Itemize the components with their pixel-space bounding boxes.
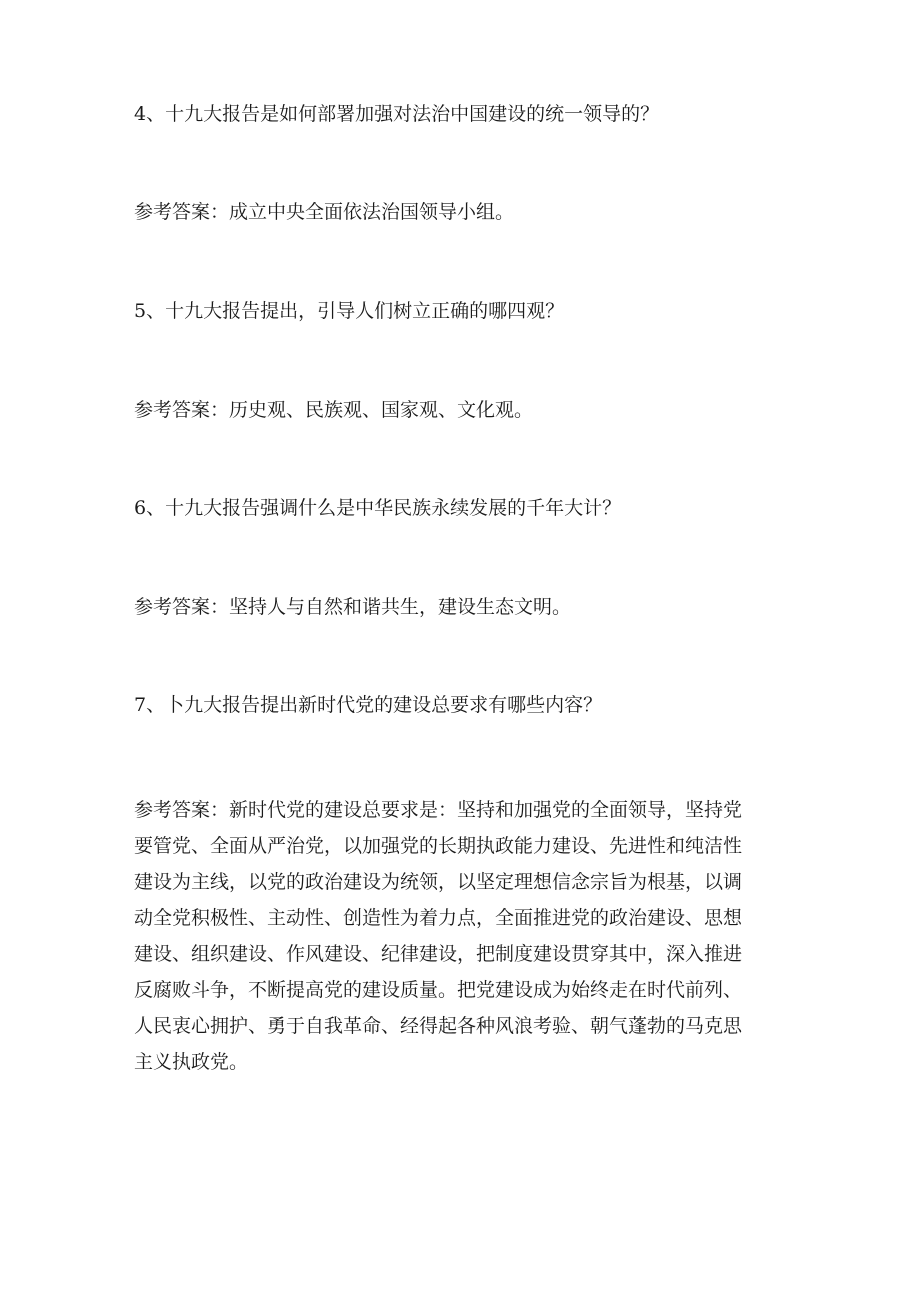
question-6: 6、十九大报告强调什么是中华民族永续发展的千年大计？ (134, 497, 622, 519)
answer-7-line: 主义执政党。 (134, 1051, 249, 1073)
answer-7-line: 要管党、全面从严治党，以加强党的长期执政能力建设、先进性和纯洁性 (134, 835, 743, 857)
answer-7-line: 建设为主线，以党的政治建设为统领，以坚定理想信念宗旨为根基，以调 (134, 871, 743, 893)
answer-7 (134, 792, 782, 1080)
answer-6: 参考答案：坚持人与自然和谐共生，建设生态文明。 (134, 596, 572, 618)
answer-7-line: 动全党积极性、主动性、创造性为着力点，全面推进党的政治建设、思想 (134, 907, 743, 929)
answer-7-line: 反腐败斗争，不断提高党的建设质量。把党建设成为始终走在时代前列、 (134, 979, 743, 1001)
answer-5: 参考答案：历史观、民族观、国家观、文化观。 (134, 399, 534, 421)
question-7: 7、卜九大报告提出新时代党的建设总要求有哪些内容？ (134, 694, 603, 716)
question-5: 5、十九大报告提出，引导人们树立正确的哪四观？ (134, 300, 565, 322)
question-4: 4、十九大报告是如何部署加强对法治中国建设的统一领导的？ (134, 103, 660, 125)
answer-7-line: 建设、组织建设、作风建设、纪律建设，把制度建设贯穿其中，深入推进 (134, 943, 743, 965)
answer-7-line: 参考答案：新时代党的建设总要求是：坚持和加强党的全面领导，坚持党 (134, 799, 743, 821)
answer-7-line: 人民衷心拥护、勇于自我革命、经得起各种风浪考验、朝气蓬勃的马克思 (134, 1015, 743, 1037)
answer-4: 参考答案：成立中央全面依法治国领导小组。 (134, 201, 515, 223)
